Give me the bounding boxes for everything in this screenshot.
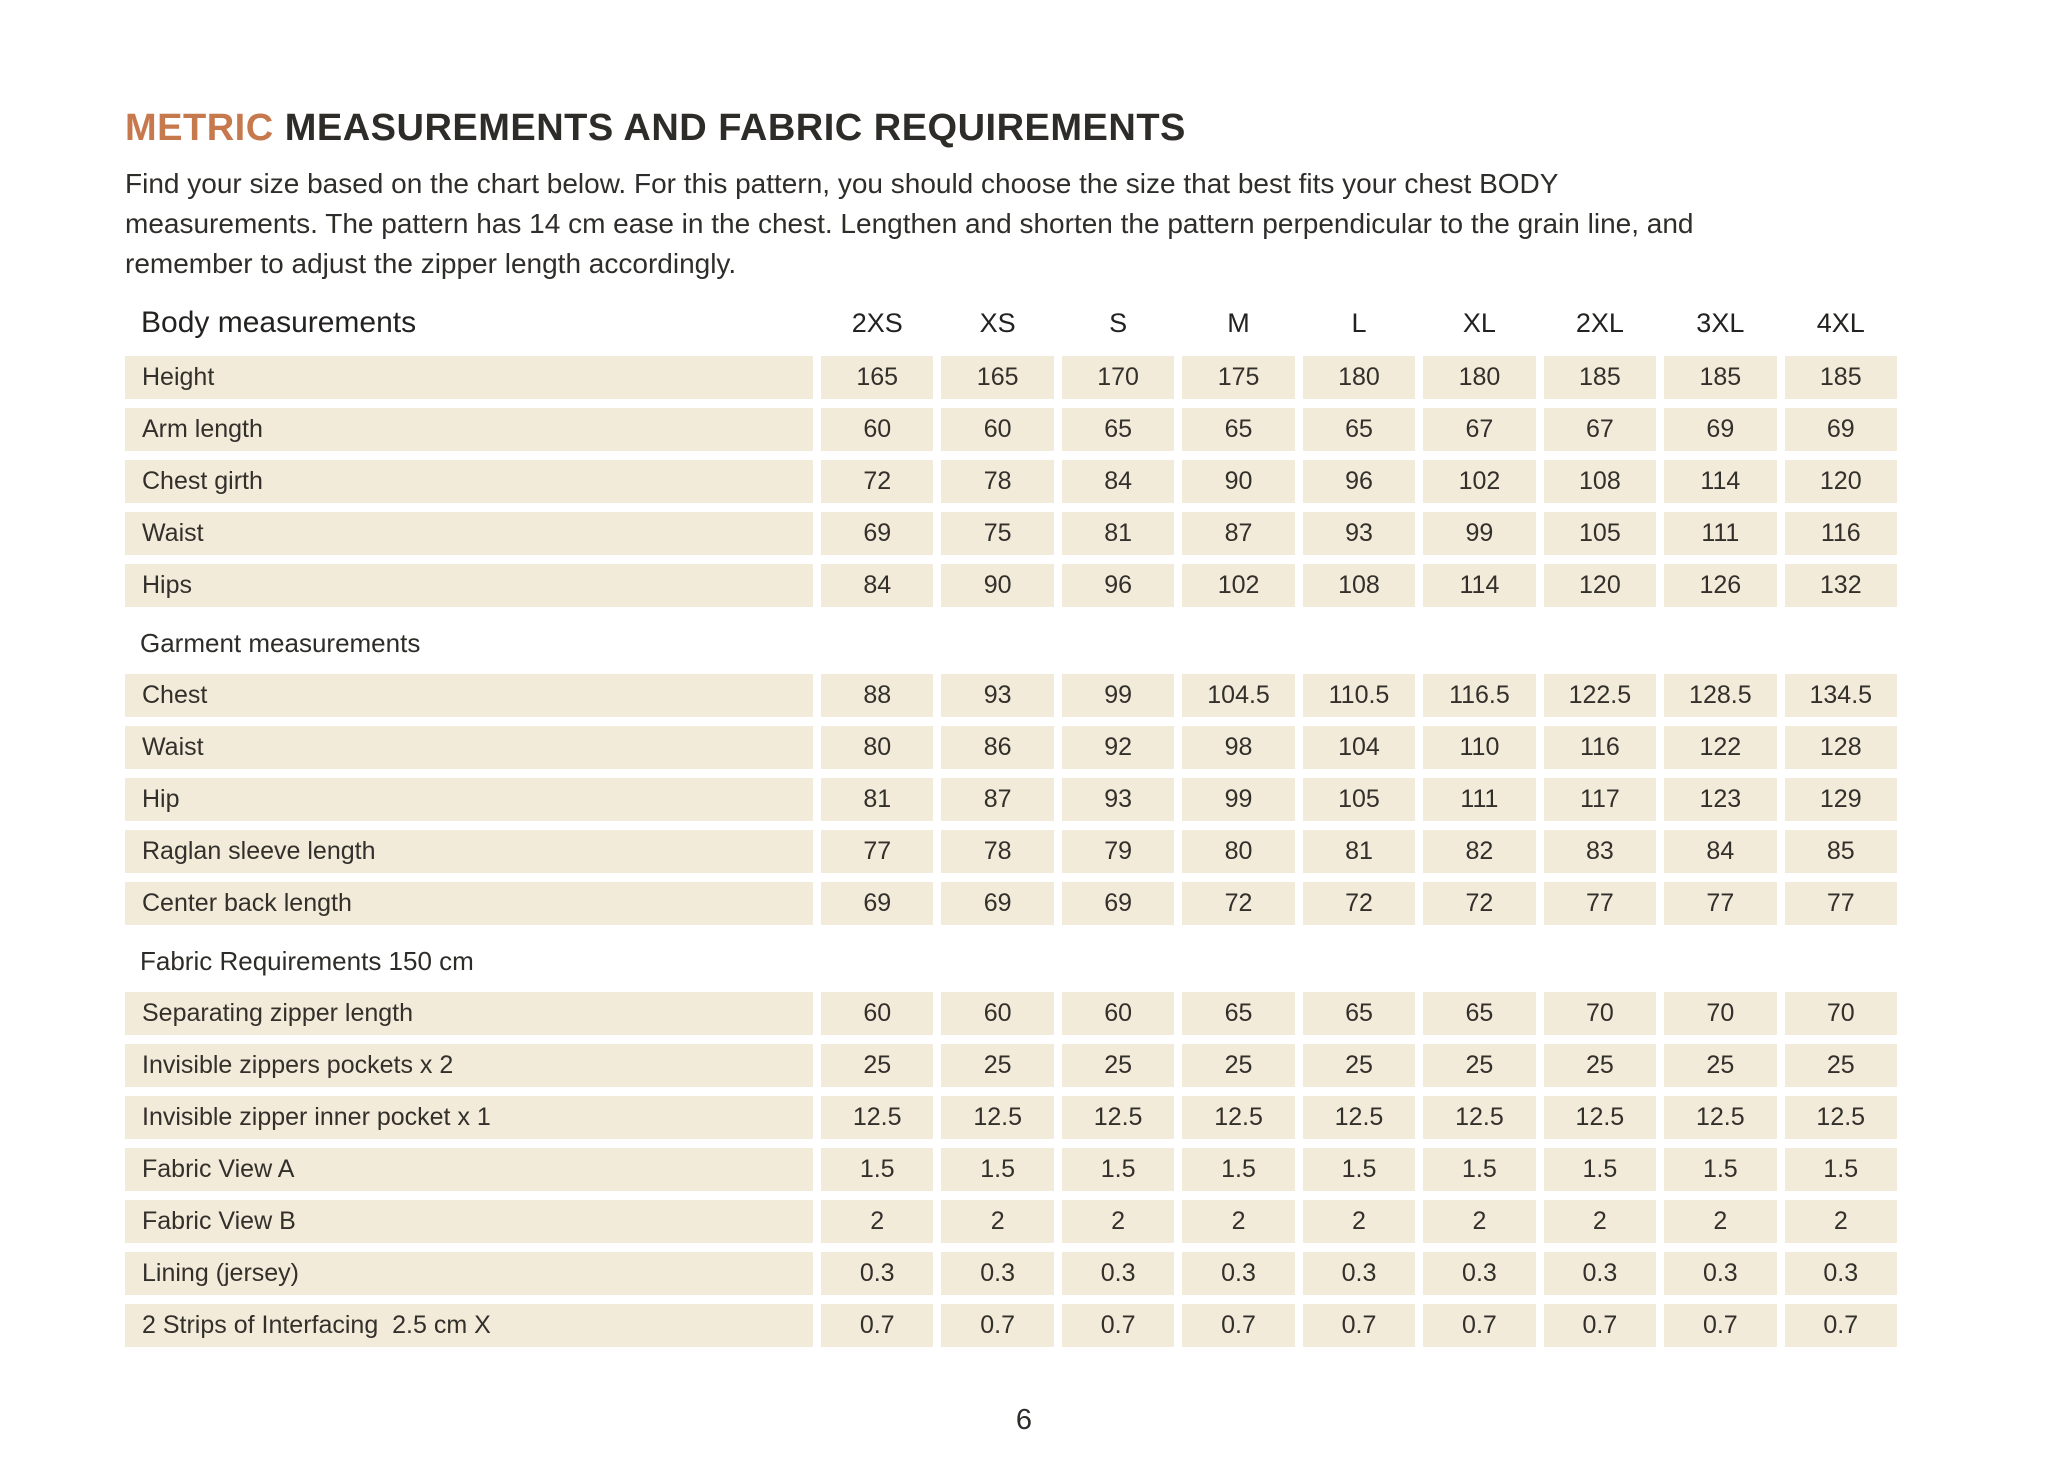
table-row — [125, 674, 1897, 717]
row-label-cell: Raglan sleeve length — [125, 830, 813, 873]
size-column-header: 2XS — [851, 308, 903, 338]
value-cell: 1.5 — [821, 1148, 933, 1191]
value-cell: 2 — [1182, 1200, 1294, 1243]
value-cell: 175 — [1182, 356, 1294, 399]
value-cell: 123 — [1664, 778, 1776, 821]
value-cell: 25 — [1182, 1044, 1294, 1087]
value-cell: 0.3 — [941, 1252, 1053, 1295]
value-cell: 1.5 — [941, 1148, 1053, 1191]
value-cell: 87 — [1182, 512, 1294, 555]
value-cell: 12.5 — [1544, 1096, 1656, 1139]
value-cell: 2 — [1423, 1200, 1535, 1243]
value-cell: 98 — [1182, 726, 1294, 769]
value-cell: 116.5 — [1423, 674, 1535, 717]
value-cell: 65 — [1062, 408, 1174, 451]
size-table — [125, 306, 1897, 1347]
value-cell: 1.5 — [1544, 1148, 1656, 1191]
row-label-cell: Waist — [125, 512, 813, 555]
value-cell: 25 — [1785, 1044, 1897, 1087]
value-cell: 84 — [1664, 830, 1776, 873]
value-cell: 69 — [1785, 408, 1897, 451]
size-column-header: S — [1109, 308, 1128, 338]
row-label-cell: Arm length — [125, 408, 813, 451]
title-text: MEASUREMENTS AND FABRIC REQUIREMENTS — [284, 107, 1186, 149]
value-cell: 25 — [1423, 1044, 1535, 1087]
value-cell: 65 — [1423, 992, 1535, 1035]
value-cell: 2 — [1664, 1200, 1776, 1243]
value-cell: 92 — [1062, 726, 1174, 769]
value-cell: 81 — [821, 778, 933, 821]
value-cell: 75 — [941, 512, 1053, 555]
value-cell: 60 — [941, 992, 1053, 1035]
page-title — [125, 106, 2048, 150]
value-cell: 102 — [1182, 564, 1294, 607]
value-cell: 69 — [941, 882, 1053, 925]
value-cell: 69 — [1062, 882, 1174, 925]
value-cell: 12.5 — [821, 1096, 933, 1139]
value-cell: 132 — [1785, 564, 1897, 607]
table-row — [125, 564, 1897, 607]
title-accent: METRIC — [125, 107, 274, 149]
value-cell: 87 — [941, 778, 1053, 821]
value-cell: 185 — [1544, 356, 1656, 399]
value-cell: 77 — [1785, 882, 1897, 925]
value-cell: 0.7 — [1423, 1304, 1535, 1347]
value-cell: 77 — [821, 830, 933, 873]
table-row — [125, 726, 1897, 769]
value-cell: 84 — [1062, 460, 1174, 503]
value-cell: 126 — [1664, 564, 1776, 607]
value-cell: 81 — [1062, 512, 1174, 555]
value-cell: 2 — [1303, 1200, 1415, 1243]
value-cell: 134.5 — [1785, 674, 1897, 717]
column-header-body-measurements: Body measurements — [141, 306, 417, 339]
value-cell: 165 — [941, 356, 1053, 399]
value-cell: 0.3 — [1062, 1252, 1174, 1295]
row-label-cell: Chest girth — [125, 460, 813, 503]
size-column-header: M — [1227, 308, 1250, 338]
size-column-header: 4XL — [1816, 308, 1865, 338]
table-row — [125, 992, 1897, 1035]
value-cell: 105 — [1544, 512, 1656, 555]
value-cell: 111 — [1423, 778, 1535, 821]
value-cell: 69 — [821, 882, 933, 925]
value-cell: 70 — [1785, 992, 1897, 1035]
value-cell: 0.7 — [821, 1304, 933, 1347]
row-label-cell: Fabric View B — [125, 1200, 813, 1243]
value-cell: 88 — [821, 674, 933, 717]
table-header-row — [125, 306, 1897, 340]
value-cell: 108 — [1303, 564, 1415, 607]
value-cell: 65 — [1303, 408, 1415, 451]
value-cell: 185 — [1785, 356, 1897, 399]
value-cell: 1.5 — [1062, 1148, 1174, 1191]
value-cell: 105 — [1303, 778, 1415, 821]
table-row — [125, 512, 1897, 555]
value-cell: 67 — [1423, 408, 1535, 451]
value-cell: 111 — [1664, 512, 1776, 555]
table-row — [125, 778, 1897, 821]
value-cell: 122 — [1664, 726, 1776, 769]
intro-paragraph: Find your size based on the chart below. For this pattern, you should choose the size that best fits your chest BODY measurements. The pattern has 14 cm ease in the chest. Lengthen and shorten the pattern perpendicular to the grain line, and remember to adjust the zipper length accordingly. — [125, 168, 1694, 279]
value-cell: 83 — [1544, 830, 1656, 873]
table-row — [125, 356, 1897, 399]
value-cell: 12.5 — [1062, 1096, 1174, 1139]
value-cell: 1.5 — [1423, 1148, 1535, 1191]
row-label-cell: Invisible zipper inner pocket x 1 — [125, 1096, 813, 1139]
value-cell: 102 — [1423, 460, 1535, 503]
table-row — [125, 1148, 1897, 1191]
value-cell: 99 — [1062, 674, 1174, 717]
value-cell: 99 — [1182, 778, 1294, 821]
size-column-header: 2XL — [1575, 308, 1624, 338]
value-cell: 79 — [1062, 830, 1174, 873]
value-cell: 96 — [1062, 564, 1174, 607]
value-cell: 65 — [1182, 408, 1294, 451]
row-label-cell: Hip — [125, 778, 813, 821]
value-cell: 0.7 — [1062, 1304, 1174, 1347]
value-cell: 60 — [941, 408, 1053, 451]
value-cell: 2 — [821, 1200, 933, 1243]
value-cell: 77 — [1664, 882, 1776, 925]
value-cell: 2 — [1062, 1200, 1174, 1243]
value-cell: 116 — [1544, 726, 1656, 769]
value-cell: 78 — [941, 460, 1053, 503]
value-cell: 0.7 — [1664, 1304, 1776, 1347]
value-cell: 60 — [1062, 992, 1174, 1035]
value-cell: 65 — [1182, 992, 1294, 1035]
value-cell: 78 — [941, 830, 1053, 873]
value-cell: 99 — [1423, 512, 1535, 555]
value-cell: 12.5 — [941, 1096, 1053, 1139]
size-column-header: XL — [1462, 308, 1496, 338]
table-row — [125, 1044, 1897, 1087]
value-cell: 90 — [1182, 460, 1294, 503]
value-cell: 25 — [1062, 1044, 1174, 1087]
row-label-cell: Chest — [125, 674, 813, 717]
value-cell: 25 — [941, 1044, 1053, 1087]
value-cell: 1.5 — [1182, 1148, 1294, 1191]
value-cell: 12.5 — [1182, 1096, 1294, 1139]
table-row — [125, 408, 1897, 451]
value-cell: 0.7 — [941, 1304, 1053, 1347]
size-column-header: 3XL — [1696, 308, 1745, 338]
value-cell: 128 — [1785, 726, 1897, 769]
value-cell: 0.7 — [1785, 1304, 1897, 1347]
value-cell: 110.5 — [1303, 674, 1415, 717]
value-cell: 82 — [1423, 830, 1535, 873]
value-cell: 77 — [1544, 882, 1656, 925]
value-cell: 93 — [1062, 778, 1174, 821]
row-label-cell: 2 Strips of Interfacing 2.5 cm X — [125, 1304, 813, 1347]
value-cell: 0.3 — [1664, 1252, 1776, 1295]
value-cell: 110 — [1423, 726, 1535, 769]
value-cell: 93 — [941, 674, 1053, 717]
row-label-cell: Hips — [125, 564, 813, 607]
value-cell: 85 — [1785, 830, 1897, 873]
value-cell: 0.3 — [1303, 1252, 1415, 1295]
row-label-cell: Lining (jersey) — [125, 1252, 813, 1295]
value-cell: 2 — [1544, 1200, 1656, 1243]
value-cell: 70 — [1664, 992, 1776, 1035]
value-cell: 67 — [1544, 408, 1656, 451]
value-cell: 0.7 — [1544, 1304, 1656, 1347]
value-cell: 0.7 — [1303, 1304, 1415, 1347]
value-cell: 108 — [1544, 460, 1656, 503]
value-cell: 104.5 — [1182, 674, 1294, 717]
value-cell: 104 — [1303, 726, 1415, 769]
value-cell: 86 — [941, 726, 1053, 769]
value-cell: 165 — [821, 356, 933, 399]
value-cell: 114 — [1664, 460, 1776, 503]
value-cell: 12.5 — [1664, 1096, 1776, 1139]
value-cell: 69 — [821, 512, 933, 555]
value-cell: 170 — [1062, 356, 1174, 399]
value-cell: 120 — [1544, 564, 1656, 607]
value-cell: 84 — [821, 564, 933, 607]
value-cell: 128.5 — [1664, 674, 1776, 717]
value-cell: 116 — [1785, 512, 1897, 555]
size-column-header: L — [1351, 308, 1367, 338]
value-cell: 72 — [1423, 882, 1535, 925]
table-body — [125, 356, 1897, 1347]
value-cell: 65 — [1303, 992, 1415, 1035]
value-cell: 25 — [1664, 1044, 1776, 1087]
value-cell: 72 — [1182, 882, 1294, 925]
value-cell: 12.5 — [1303, 1096, 1415, 1139]
table-row — [125, 460, 1897, 503]
value-cell: 80 — [1182, 830, 1294, 873]
value-cell: 72 — [1303, 882, 1415, 925]
value-cell: 96 — [1303, 460, 1415, 503]
value-cell: 60 — [821, 992, 933, 1035]
value-cell: 0.3 — [1785, 1252, 1897, 1295]
value-cell: 0.3 — [821, 1252, 933, 1295]
table-row — [125, 1200, 1897, 1243]
section-heading: Garment measurements — [140, 628, 421, 658]
table-row — [125, 1304, 1897, 1347]
table-row — [125, 882, 1897, 925]
value-cell: 2 — [941, 1200, 1053, 1243]
value-cell: 81 — [1303, 830, 1415, 873]
value-cell: 70 — [1544, 992, 1656, 1035]
table-row — [125, 1096, 1897, 1139]
value-cell: 69 — [1664, 408, 1776, 451]
value-cell: 122.5 — [1544, 674, 1656, 717]
row-label-cell: Invisible zippers pockets x 2 — [125, 1044, 813, 1087]
value-cell: 90 — [941, 564, 1053, 607]
value-cell: 185 — [1664, 356, 1776, 399]
value-cell: 0.3 — [1182, 1252, 1294, 1295]
row-label-cell: Separating zipper length — [125, 992, 813, 1035]
row-label-cell: Center back length — [125, 882, 813, 925]
value-cell: 72 — [821, 460, 933, 503]
value-cell: 0.7 — [1182, 1304, 1294, 1347]
value-cell: 120 — [1785, 460, 1897, 503]
value-cell: 93 — [1303, 512, 1415, 555]
value-cell: 25 — [1303, 1044, 1415, 1087]
value-cell: 12.5 — [1785, 1096, 1897, 1139]
table-row — [125, 1252, 1897, 1295]
value-cell: 12.5 — [1423, 1096, 1535, 1139]
page-number: 6 — [1015, 1404, 1033, 1436]
size-column-header: XS — [979, 308, 1016, 338]
value-cell: 180 — [1423, 356, 1535, 399]
section-heading: Fabric Requirements 150 cm — [140, 946, 474, 976]
value-cell: 117 — [1544, 778, 1656, 821]
value-cell: 180 — [1303, 356, 1415, 399]
value-cell: 1.5 — [1303, 1148, 1415, 1191]
value-cell: 114 — [1423, 564, 1535, 607]
value-cell: 25 — [821, 1044, 933, 1087]
value-cell: 0.3 — [1423, 1252, 1535, 1295]
row-label-cell: Fabric View A — [125, 1148, 813, 1191]
value-cell: 80 — [821, 726, 933, 769]
value-cell: 0.3 — [1544, 1252, 1656, 1295]
value-cell: 129 — [1785, 778, 1897, 821]
value-cell: 25 — [1544, 1044, 1656, 1087]
row-label-cell: Waist — [125, 726, 813, 769]
value-cell: 1.5 — [1785, 1148, 1897, 1191]
row-label-cell: Height — [125, 356, 813, 399]
value-cell: 2 — [1785, 1200, 1897, 1243]
value-cell: 1.5 — [1664, 1148, 1776, 1191]
value-cell: 60 — [821, 408, 933, 451]
table-row — [125, 830, 1897, 873]
